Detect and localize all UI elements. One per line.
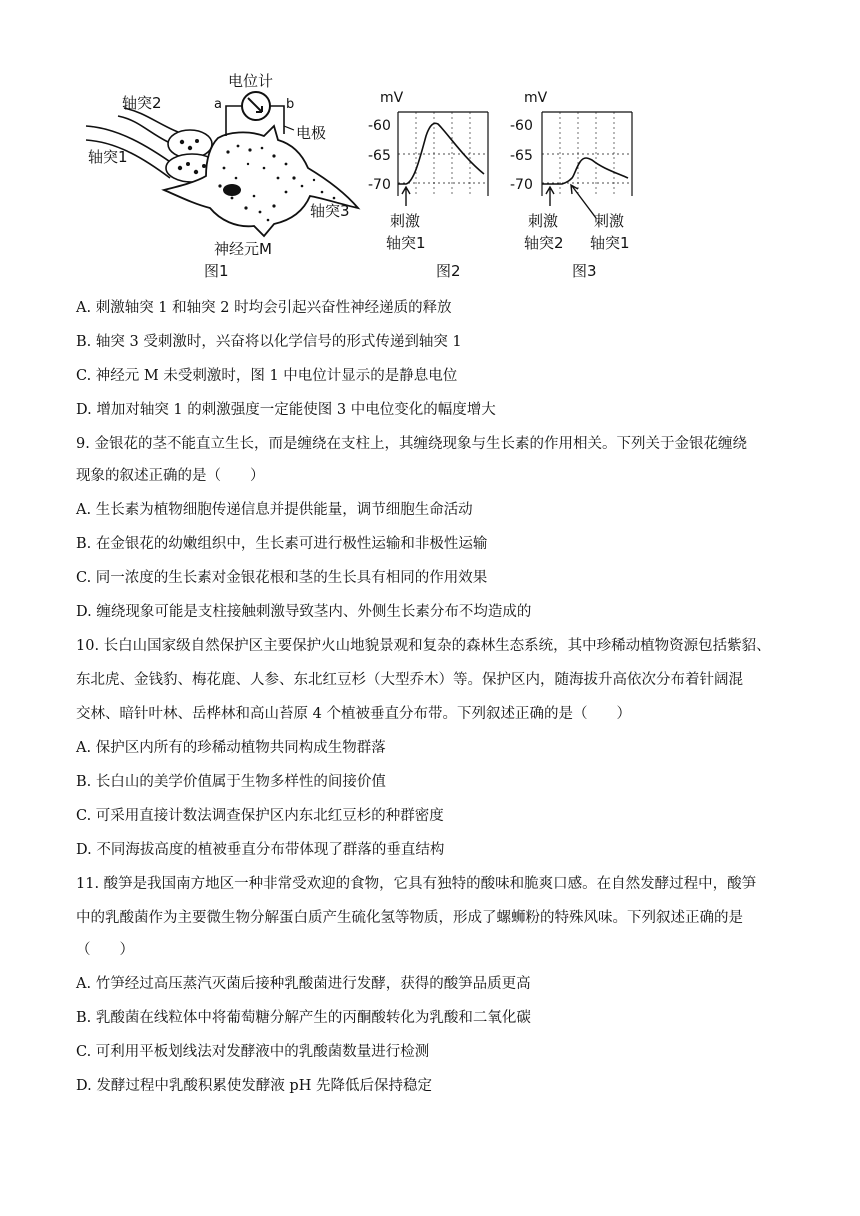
q11-stem-line3: （ ） [76,942,134,958]
q8-option-a: A. 刺激轴突 1 和轴突 2 时均会引起兴奋性神经递质的释放 [76,300,452,316]
q10-option-b: B. 长白山的美学价值属于生物多样性的间接价值 [76,774,386,790]
fig3-stimulus-arrow-1 [571,185,596,218]
fig2-tick-65: -65 [368,148,391,164]
q10-option-c: C. 可采用直接计数法调查保护区内东北红豆杉的种群密度 [76,808,444,824]
q9-option-b: B. 在金银花的幼嫩组织中，生长素可进行极性运输和非极性运输 [76,536,488,552]
axon-1-label: 轴突1 [88,148,128,166]
figure-2-potential-graph [364,88,496,282]
fig3-stimulus-2-line2: 轴突2 [524,234,564,252]
figure-2-caption: 图2 [436,262,461,280]
electrode-b-label: b [286,97,295,112]
fig3-potential-curve [542,158,628,184]
figure-1-neuron-diagram [78,68,368,282]
fig3-stimulus-1-line1: 刺激 [594,212,625,230]
fig2-stimulus-arrow [402,187,410,206]
electrode-wire-a [226,106,242,136]
q10-stem-line1: 10. 长白山国家级自然保护区主要保护火山地貌景观和复杂的森林生态系统，其中珍稀动植物资源包括紫貂、 [76,638,771,654]
fig2-potential-curve [398,123,484,184]
q8-option-c: C. 神经元 M 未受刺激时，图 1 中电位计显示的是静息电位 [76,368,458,384]
q9-option-a: A. 生长素为植物细胞传递信息并提供能量，调节细胞生命活动 [76,502,473,518]
fig3-unit: mV [524,90,548,106]
fig2-stimulus-line2: 轴突1 [386,234,426,252]
fig2-tick-70: -70 [368,177,391,193]
q11-option-d: D. 发酵过程中乳酸积累使发酵液 pH 先降低后保持稳定 [76,1078,432,1094]
fig3-tick-60: -60 [510,118,533,134]
q11-option-a: A. 竹笋经过高压蒸汽灭菌后接种乳酸菌进行发酵，获得的酸笋品质更高 [76,976,531,992]
neuron-nucleus [223,184,241,196]
q11-option-c: C. 可利用平板划线法对发酵液中的乳酸菌数量进行检测 [76,1044,430,1060]
q10-option-d: D. 不同海拔高度的植被垂直分布带体现了群落的垂直结构 [76,842,445,858]
neuron-m-label: 神经元M [214,240,272,258]
q10-option-a: A. 保护区内所有的珍稀动植物共同构成生物群落 [76,740,386,756]
q9-option-c: C. 同一浓度的生长素对金银花根和茎的生长具有相同的作用效果 [76,570,488,586]
axon-2 [118,116,168,142]
q9-stem-line1: 9. 金银花的茎不能直立生长，而是缠绕在支柱上，其缠绕现象与生长素的作用相关。下列关于金银花缠绕 [76,436,747,452]
q9-option-d: D. 缠绕现象可能是支柱接触刺激导致茎内、外侧生长素分布不均造成的 [76,604,532,620]
fig3-tick-65: -65 [510,148,533,164]
fig2-unit: mV [380,90,404,106]
electrode-label: 电极 [296,124,327,142]
figure-1-caption: 图1 [204,262,229,280]
q11-stem-line1: 11. 酸笋是我国南方地区一种非常受欢迎的食物，它具有独特的酸味和脆爽口感。在自然发酵过程中，酸笋 [76,876,757,892]
fig3-tick-70: -70 [510,177,533,193]
axon-3-label: 轴突3 [310,202,350,220]
q11-option-b: B. 乳酸菌在线粒体中将葡萄糖分解产生的丙酮酸转化为乳酸和二氧化碳 [76,1010,531,1026]
fig2-tick-60: -60 [368,118,391,134]
fig3-stimulus-1-line2: 轴突1 [590,234,630,252]
q10-stem-line3: 交林、暗针叶林、岳桦林和高山苔原 4 个植被垂直分布带。下列叙述正确的是（ ） [76,706,631,722]
q9-stem-line2: 现象的叙述正确的是（ ） [76,468,265,484]
figure-3-caption: 图3 [572,262,597,280]
q8-option-b: B. 轴突 3 受刺激时，兴奋将以化学信号的形式传递到轴突 1 [76,334,462,350]
axon-2-label: 轴突2 [122,94,162,112]
fig2-stimulus-line1: 刺激 [390,212,421,230]
meter-label: 电位计 [228,72,274,90]
q8-option-d: D. 增加对轴突 1 的刺激强度一定能使图 3 中电位变化的幅度增大 [76,402,496,418]
electrode-a-label: a [214,97,222,112]
fig3-stimulus-arrow-2 [546,187,554,206]
q11-stem-line2: 中的乳酸菌作为主要微生物分解蛋白质产生硫化氢等物质，形成了螺蛳粉的特殊风味。下列叙述正确的是 [76,910,743,926]
figure-3-potential-graph [506,88,646,282]
fig3-stimulus-2-line1: 刺激 [528,212,559,230]
q10-stem-line2: 东北虎、金钱豹、梅花鹿、人参、东北红豆杉（大型乔木）等。保护区内，随海拔升高依次分布着针阔混 [76,672,743,688]
